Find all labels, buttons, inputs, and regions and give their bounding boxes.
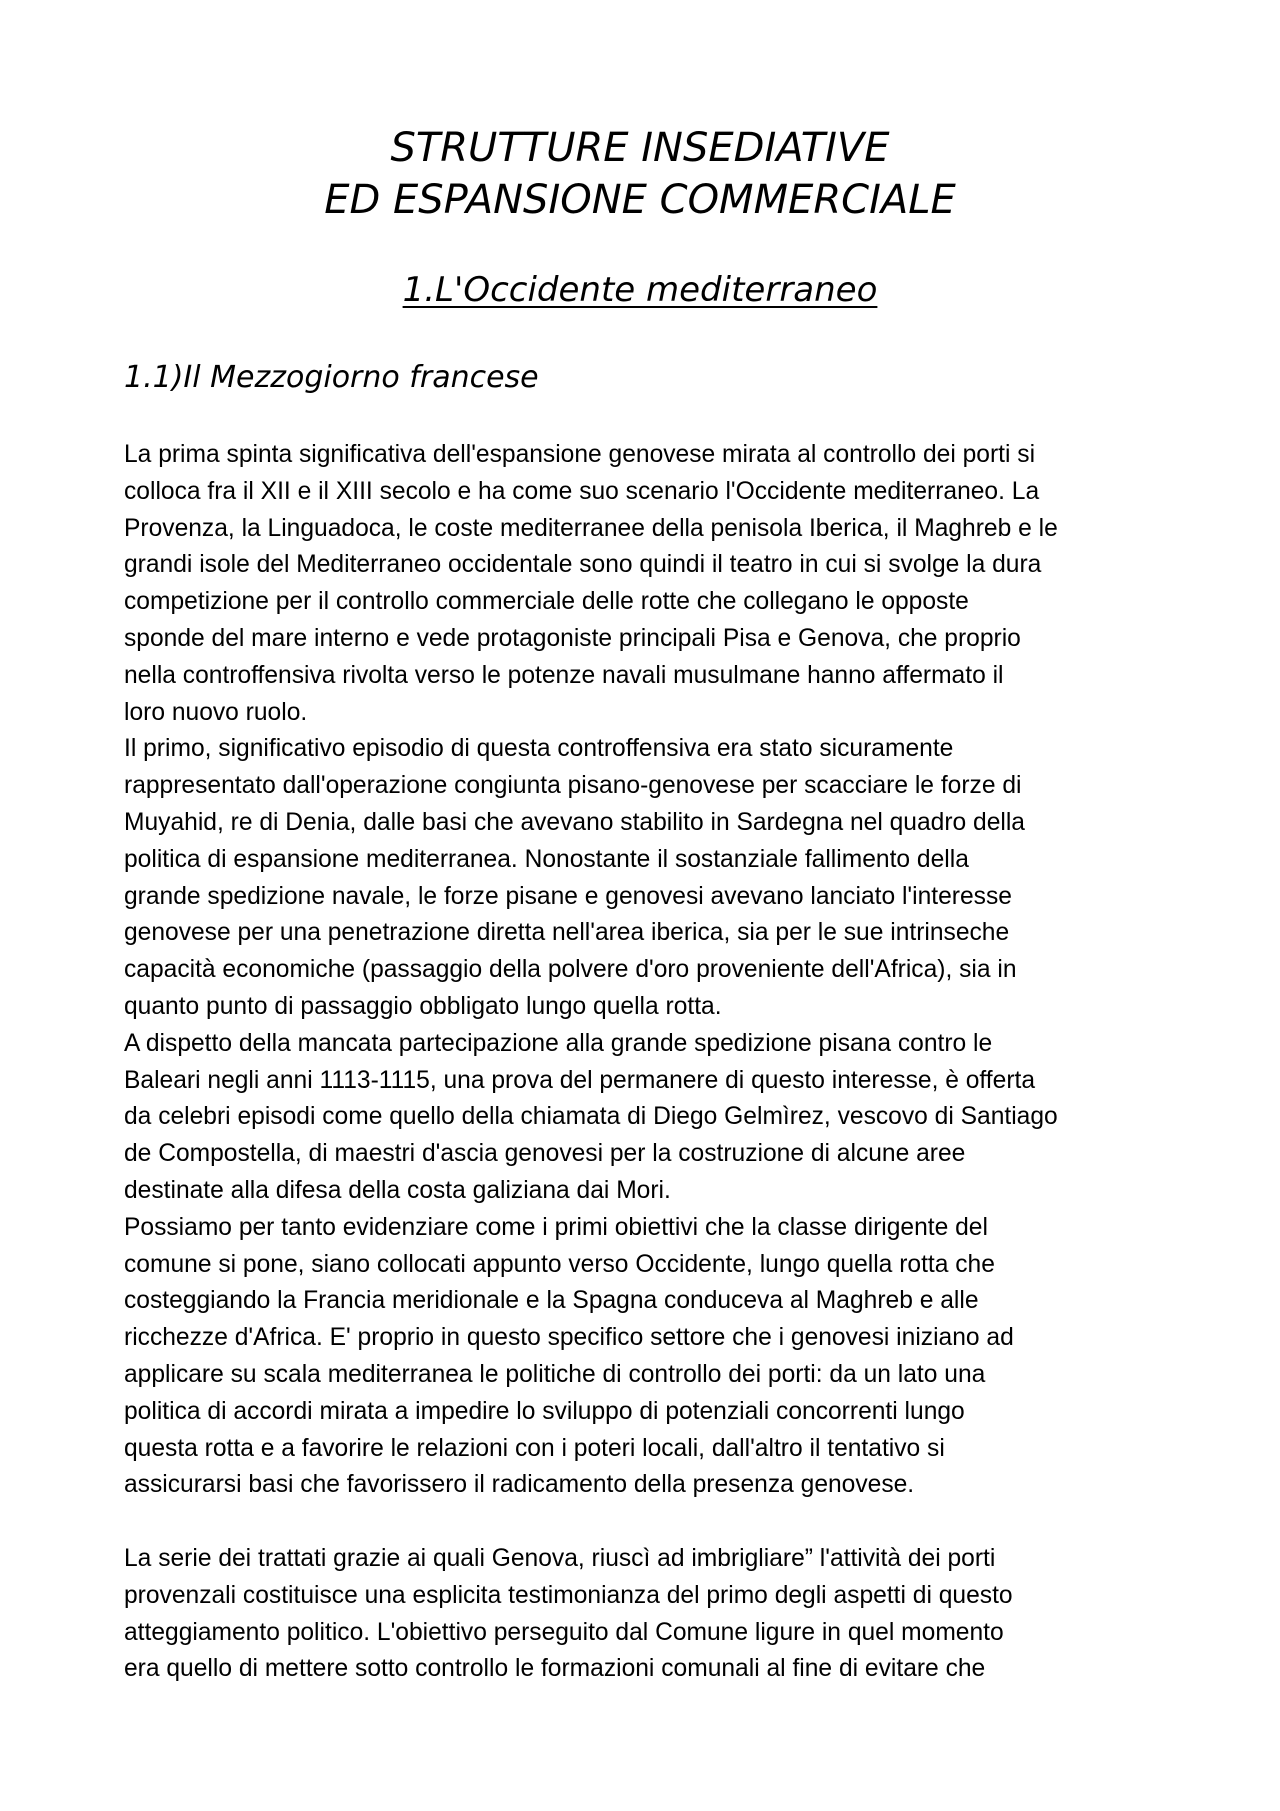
paragraph-gap bbox=[124, 1504, 1184, 1541]
text-line: grandi isole del Mediterraneo occidentale sono quindi il teatro in cui si svolge la dura bbox=[124, 551, 1042, 579]
text-line: La serie dei trattati grazie ai quali Genova, riuscì ad imbrigliare” l'attività dei porti bbox=[124, 1544, 996, 1572]
title-line-1: STRUTTURE INSEDIATIVE bbox=[390, 125, 890, 171]
text-line: loro nuovo ruolo. bbox=[124, 698, 308, 726]
body-text bbox=[124, 437, 1184, 1688]
text-line: comune si pone, siano collocati appunto verso Occidente, lungo quella rotta che bbox=[124, 1250, 995, 1278]
text-line: quanto punto di passaggio obbligato lungo quella rotta. bbox=[124, 992, 722, 1020]
chapter-heading bbox=[0, 268, 1280, 312]
text-line: La prima spinta significativa dell'espansione genovese mirata al controllo dei porti si bbox=[124, 441, 1036, 468]
text-line: A dispetto della mancata partecipazione alla grande spedizione pisana contro le bbox=[124, 1029, 993, 1057]
text-line: era quello di mettere sotto controllo le formazioni comunali al fine di evitare che bbox=[124, 1655, 986, 1683]
section-heading: 1.1)Il Mezzogiorno francese bbox=[124, 360, 539, 395]
text-line: rappresentato dall'operazione congiunta pisano-genovese per scacciare le forze di bbox=[124, 772, 1022, 800]
text-line: Il primo, significativo episodio di questa controffensiva era stato sicuramente bbox=[124, 735, 954, 763]
text-line: Baleari negli anni 1113-1115, una prova del permanere di questo interesse, è offerta bbox=[124, 1066, 1036, 1094]
text-line: competizione per il controllo commerciale delle rotte che collegano le opposte bbox=[124, 588, 969, 616]
document-title bbox=[0, 122, 1280, 226]
text-line: provenzali costituisce una esplicita testimonianza del primo degli aspetti di questo bbox=[124, 1581, 1013, 1609]
text-line: Muyahid, re di Denia, dalle basi che avevano stabilito in Sardegna nel quadro della bbox=[124, 808, 1025, 836]
text-line: colloca fra il XII e il XIII secolo e ha come suo scenario l'Occidente mediterraneo. La bbox=[124, 477, 1040, 505]
text-line: ricchezze d'Africa. E' proprio in questo specifico settore che i genovesi iniziano ad bbox=[124, 1324, 1014, 1352]
title-line-2: ED ESPANSIONE COMMERCIALE bbox=[324, 177, 956, 223]
text-line: de Compostella, di maestri d'ascia genovesi per la costruzione di alcune aree bbox=[124, 1140, 966, 1168]
text-line: grande spedizione navale, le forze pisane e genovesi avevano lanciato l'interesse bbox=[124, 882, 1012, 910]
text-line: da celebri episodi come quello della chiamata di Diego Gelmìrez, vescovo di Santiago bbox=[124, 1103, 1058, 1131]
text-line: sponde del mare interno e vede protagoniste principali Pisa e Genova, che proprio bbox=[124, 624, 1021, 652]
text-line: Possiamo per tanto evidenziare come i primi obiettivi che la classe dirigente del bbox=[124, 1213, 988, 1241]
text-line: assicurarsi basi che favorissero il radicamento della presenza genovese. bbox=[124, 1471, 915, 1499]
text-line: destinate alla difesa della costa galiziana dai Mori. bbox=[124, 1176, 671, 1204]
text-line: nella controffensiva rivolta verso le potenze navali musulmane hanno affermato il bbox=[124, 661, 1004, 689]
text-line: applicare su scala mediterranea le politiche di controllo dei porti: da un lato una bbox=[124, 1360, 986, 1388]
text-line: atteggiamento politico. L'obiettivo perseguito dal Comune ligure in quel momento bbox=[124, 1618, 1004, 1646]
text-line: questa rotta e a favorire le relazioni con i poteri locali, dall'altro il tentativo si bbox=[124, 1434, 945, 1462]
chapter-heading-text: 1.L'Occidente mediterraneo bbox=[402, 270, 878, 310]
text-line: costeggiando la Francia meridionale e la Spagna conduceva al Maghreb e alle bbox=[124, 1287, 979, 1315]
text-line: politica di espansione mediterranea. Nonostante il sostanziale fallimento della bbox=[124, 845, 969, 873]
text-line: politica di accordi mirata a impedire lo sviluppo di potenziali concorrenti lungo bbox=[124, 1397, 965, 1425]
text-line: capacità economiche (passaggio della polvere d'oro proveniente dell'Africa), sia in bbox=[124, 956, 1017, 984]
text-line: genovese per una penetrazione diretta nell'area iberica, sia per le sue intrinseche bbox=[124, 919, 1010, 947]
text-line: Provenza, la Linguadoca, le coste mediterranee della penisola Iberica, il Maghreb e le bbox=[124, 514, 1058, 542]
